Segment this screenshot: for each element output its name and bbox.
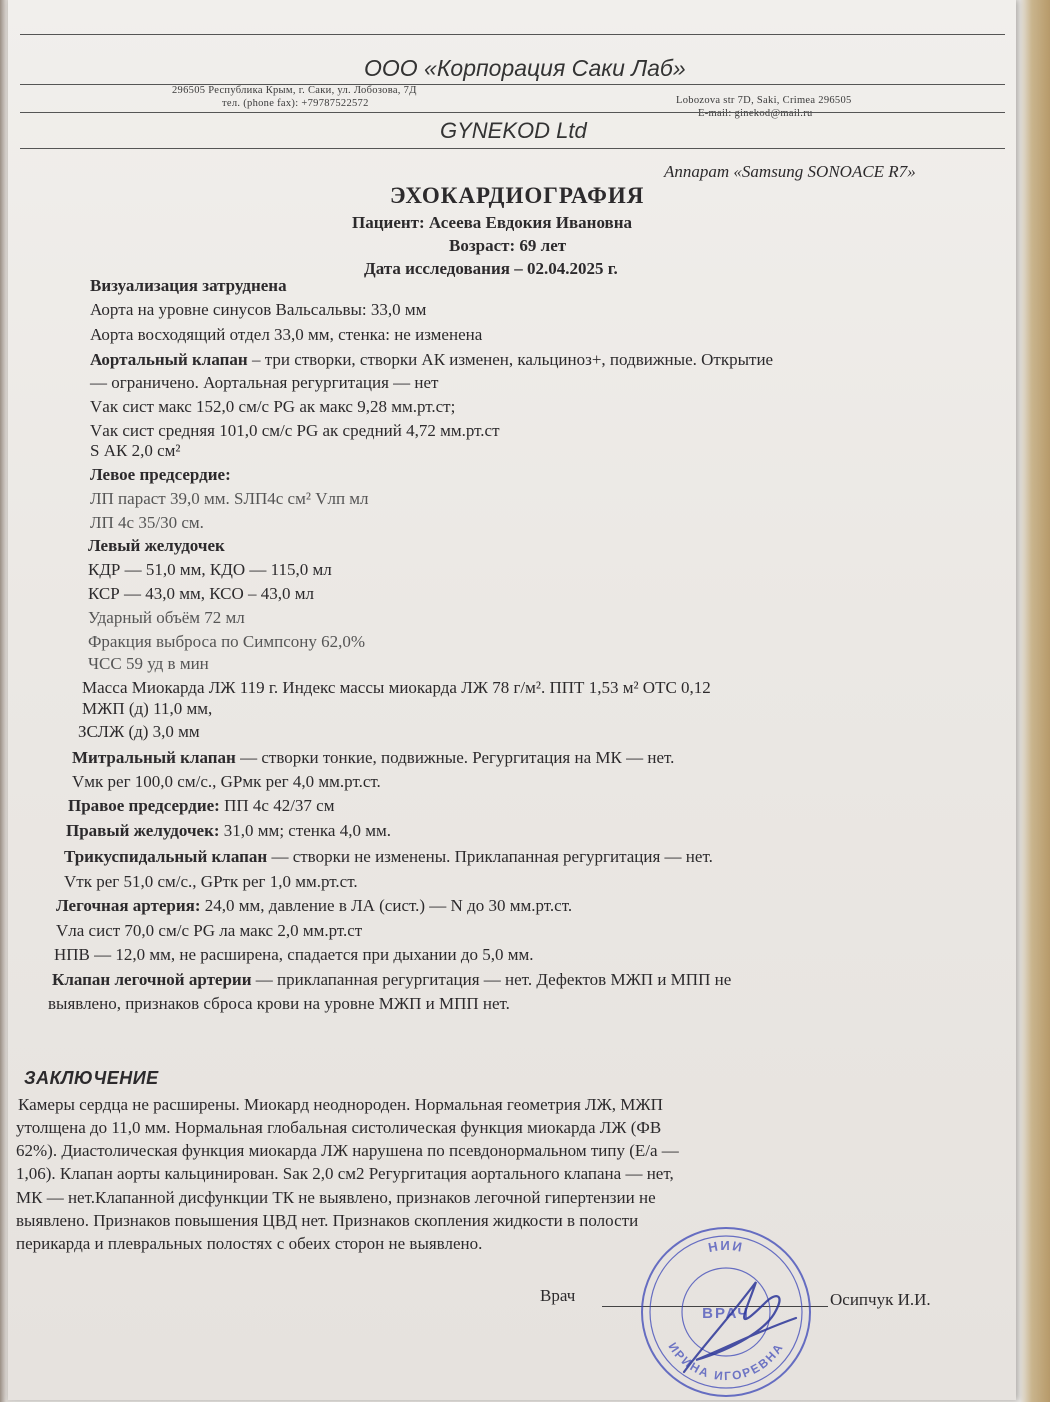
pulmonary-artery-text: 24,0 мм, давление в ЛА (сист.) — N до 30 мм.рт.ст.	[200, 896, 573, 915]
right-ventricle-text: 31,0 мм; стенка 4,0 мм.	[219, 821, 391, 840]
lv-label: Левый желудочек	[88, 536, 225, 555]
lv-ivs: МЖП (д) 11,0 мм,	[82, 699, 213, 718]
tricuspid-valve-line	[64, 847, 713, 867]
address-en: Lobozova str 7D, Saki, Crimea 296505	[676, 95, 852, 106]
right-atrium-text: ПП 4с 42/37 см	[219, 796, 335, 815]
lv-mass: Масса Миокарда ЛЖ 119 г. Индекс массы миокарда ЛЖ 78 г/м². ППТ 1,53 м² ОТС 0,12	[82, 678, 711, 697]
patient-name: Пациент: Асеева Евдокия Ивановна	[352, 213, 633, 232]
header-rule-1	[20, 84, 1005, 85]
document-page	[8, 0, 1016, 1400]
mitral-valve-text: — створки тонкие, подвижные. Регургитация на МК — нет.	[235, 748, 675, 767]
doctor-name: Осипчук И.И.	[830, 1290, 931, 1309]
aortic-valve-text: – три створки, створки АК изменен, кальциноз+, подвижные. Открытие	[247, 350, 774, 369]
svg-text:ИРИНА ИГОРЕВНА: ИРИНА ИГОРЕВНА	[665, 1339, 787, 1384]
la-4c: ЛП 4с 35/30 см.	[90, 513, 204, 532]
aortic-valve-text-2: — ограничено. Аортальная регургитация — нет	[90, 373, 439, 392]
conclusion-line: утолщена до 11,0 мм. Нормальная глобальная систолическая функция миокарда ЛЖ (ФВ	[16, 1118, 662, 1137]
right-ventricle-label: Правый желудочек:	[66, 821, 220, 840]
report-title: ЭХОКАРДИОГРАФИЯ	[390, 183, 645, 208]
tricuspid-velocity: Vтк рег 51,0 см/с., GPтк рег 1,0 мм.рт.ст.	[64, 872, 358, 891]
aorta-ascending: Аорта восходящий отдел 33,0 мм, стенка: не изменена	[90, 325, 483, 344]
lv-posterior-wall: ЗСЛЖ (д) 3,0 мм	[78, 722, 200, 741]
pulmonary-velocity: Vла сист 70,0 см/с PG ла макс 2,0 мм.рт.ст	[56, 921, 363, 940]
la-params: ЛП параст 39,0 мм. SЛП4с см² Vлп мл	[90, 489, 369, 508]
conclusion-line: Камеры сердца не расширены. Миокард неоднороден. Нормальная геометрия ЛЖ, МЖП	[18, 1095, 663, 1114]
conclusion-line: перикарда и плевральных полостях с обеих сторон не выявлено.	[16, 1234, 483, 1253]
lv-kdr: КДР — 51,0 мм, КДО — 115,0 мл	[88, 560, 332, 579]
stamp-seal-icon	[636, 1222, 816, 1402]
conclusion-line: 1,06). Клапан аорты кальцинирован. Sак 2,0 см2 Регургитация аортального клапана — нет,	[16, 1164, 674, 1183]
address-ru: 296505 Республика Крым, г. Саки, ул. Лобозова, 7Д	[172, 85, 417, 96]
visualization: Визуализация затруднена	[90, 276, 287, 295]
lv-ksr: КСР — 43,0 мм, КСО – 43,0 мл	[88, 584, 314, 603]
header-rule-3	[20, 148, 1005, 149]
conclusion-line: выявлено. Признаков повышения ЦВД нет. Признаков скопления жидкости в полости	[16, 1211, 639, 1230]
company-name: ООО «Корпорация Саки Лаб»	[364, 55, 686, 81]
email: E-mail: ginekod@mail.ru	[698, 108, 813, 119]
lv-ejection-fraction: Фракция выброса по Симпсону 62,0%	[88, 632, 366, 651]
pulmonary-valve-line	[52, 970, 731, 990]
exam-date: Дата исследования – 02.04.2025 г.	[364, 259, 618, 278]
conclusion-title: ЗАКЛЮЧЕНИЕ	[24, 1068, 159, 1088]
mitral-valve-label: Митральный клапан	[72, 748, 236, 767]
mitral-velocity: Vмк рег 100,0 см/с., GPмк рег 4,0 мм.рт.ст.	[72, 772, 381, 791]
phone: тел. (phone fax): +79787522572	[222, 98, 369, 109]
company-name-en: GYNEKOD Ltd	[440, 118, 587, 143]
svg-text:НИИ: НИИ	[706, 1237, 746, 1256]
pulmonary-valve-text-2: выявлено, признаков сброса крови на уровне МЖП и МПП нет.	[48, 994, 510, 1013]
conclusion-line: МК — нет.Клапанной дисфункции ТК не выявлено, признаков легочной гипертензии не	[16, 1188, 656, 1207]
pulmonary-artery-label: Легочная артерия:	[56, 896, 201, 915]
aorta-sinus: Аорта на уровне синусов Вальсальвы: 33,0 мм	[90, 300, 427, 319]
right-atrium-label: Правое предсердие:	[68, 796, 220, 815]
header-rule-top	[20, 34, 1005, 35]
lv-stroke-volume: Ударный объём 72 мл	[88, 608, 245, 627]
right-atrium-line	[68, 796, 334, 816]
tricuspid-valve-text: — створки не изменены. Приклапанная регургитация — нет.	[267, 847, 713, 866]
heart-rate: ЧСС 59 уд в мин	[88, 654, 209, 673]
pulmonary-valve-label: Клапан легочной артерии	[52, 970, 252, 989]
vak-mean: Vак сист средняя 101,0 см/с PG ак средний 4,72 мм.рт.ст	[90, 421, 500, 440]
signature-line	[602, 1306, 828, 1307]
aortic-valve-label: Аортальный клапан	[90, 350, 248, 369]
device-name: Аппарат «Samsung SONOACE R7»	[664, 162, 916, 181]
patient-age: Возраст: 69 лет	[449, 236, 567, 255]
la-label: Левое предсердие:	[90, 465, 231, 484]
vak-max: Vак сист макс 152,0 см/с PG ак макс 9,28 мм.рт.ст;	[90, 397, 456, 416]
pulmonary-valve-text: — приклапанная регургитация — нет. Дефектов МЖП и МПП не	[251, 970, 732, 989]
signature-role: Врач	[540, 1286, 576, 1305]
s-ak: S АК 2,0 см²	[90, 441, 181, 460]
header-rule-2	[20, 112, 1005, 113]
svg-text:ВРАЧ: ВРАЧ	[702, 1305, 750, 1322]
ivc: НПВ — 12,0 мм, не расширена, спадается при дыхании до 5,0 мм.	[54, 945, 534, 964]
mitral-valve-line	[72, 748, 674, 768]
aortic-valve-line	[90, 350, 773, 370]
pulmonary-artery-line	[56, 896, 572, 916]
right-ventricle-line	[66, 821, 391, 841]
conclusion-line: 62%). Диастолическая функция миокарда ЛЖ нарушена по псевдонормальном типу (E/a —	[16, 1141, 679, 1160]
tricuspid-valve-label: Трикуспидальный клапан	[64, 847, 268, 866]
